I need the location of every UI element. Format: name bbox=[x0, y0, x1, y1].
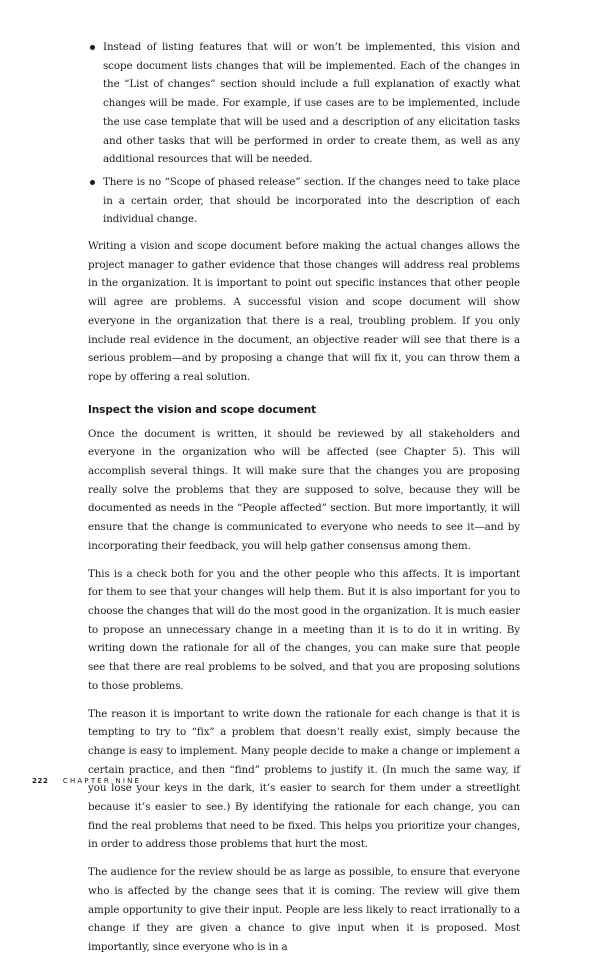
bullet-text: Instead of listing features that will or won’t be implemented, this vision and scope document lists changes that will be implemented. Each of the changes in the “List of changes” section should include a full explanation of exactly what changes will be made. For example, if use cases are to be implemented, include the use case template that will be used and a description of any elicitation tasks and other tasks that will be performed in order to create them, as well as any additional resources that will be needed. bbox=[103, 41, 520, 166]
bullet-text: There is no “Scope of phased release” section. If the changes need to take place in a certain order, that should be incorporated into the description of each individual change. bbox=[103, 175, 520, 226]
bullet-icon bbox=[90, 180, 95, 185]
chapter-label: CHAPTER NINE bbox=[62, 777, 142, 785]
text-column bbox=[88, 38, 520, 966]
bullet-item bbox=[88, 38, 520, 169]
body-paragraph: The reason it is important to write down the rationale for each change is that it is tempting to try to “fix” a problem that doesn’t really exist, simply because the change is easy to implement. Many people decide to make a change or implement a certain practice, and then “find” problems to justify it. (In much the same way, if you lose your keys in the dark, it’s easier to search for them under a streetlight because it’s easier to see.) By identifying the rationale for each change, you can find the real problems that need to be fixed. This helps you prioritize your changes, in order to address those problems that hurt the most. bbox=[88, 707, 520, 851]
intro-paragraph: Writing a vision and scope document before making the actual changes allows the project manager to gather evidence that those changes will address real problems in the organization. It is important to point out specific instances that other people will agree are problems. A successful vision and scope document will show everyone in the organization that there is a real, troubling problem. If you only include real evidence in the document, an objective reader will see that there is a serious problem—and by proposing a change that will fix it, you can throw them a rope by offering a real solution. bbox=[88, 240, 520, 383]
bullet-item bbox=[88, 173, 520, 229]
bullet-icon bbox=[90, 45, 95, 50]
page-footer bbox=[32, 777, 141, 785]
page-number: 222 bbox=[32, 777, 49, 785]
body-paragraph: The audience for the review should be as large as possible, to ensure that everyone who is affected by the change sees that it is coming. The review will give them ample opportunity to give their input. People are less likely to react irrationally to a change if they are given a chance to give input when it is proposed. Most importantly, since everyone who is in a bbox=[88, 866, 520, 953]
section-heading: Inspect the vision and scope document bbox=[88, 403, 317, 416]
body-paragraph: This is a check both for you and the other people who this affects. It is important for them to see that your changes will help them. But it is also important for you to choose the changes that will do the most good in the organization. It is much easier to propose an unnecessary change in a meeting than it is to do it in writing. By writing down the rationale for all of the changes, you can make sure that people see that there are real problems to be solved, and that you are proposing solutions to those problems. bbox=[88, 567, 520, 692]
bullet-list bbox=[88, 38, 520, 229]
body-paragraph: Once the document is written, it should be reviewed by all stakeholders and everyone in the organization who will be affected (see Chapter 5). This will accomplish several things. It will make sure that the changes you are proposing really solve the problems that they are supposed to solve, because they will be documented as needs in the “People affected” section. But more importantly, it will ensure that the change is communicated to everyone who needs to see it—and by incorporating their feedback, you will help gather consensus among them. bbox=[88, 427, 520, 552]
